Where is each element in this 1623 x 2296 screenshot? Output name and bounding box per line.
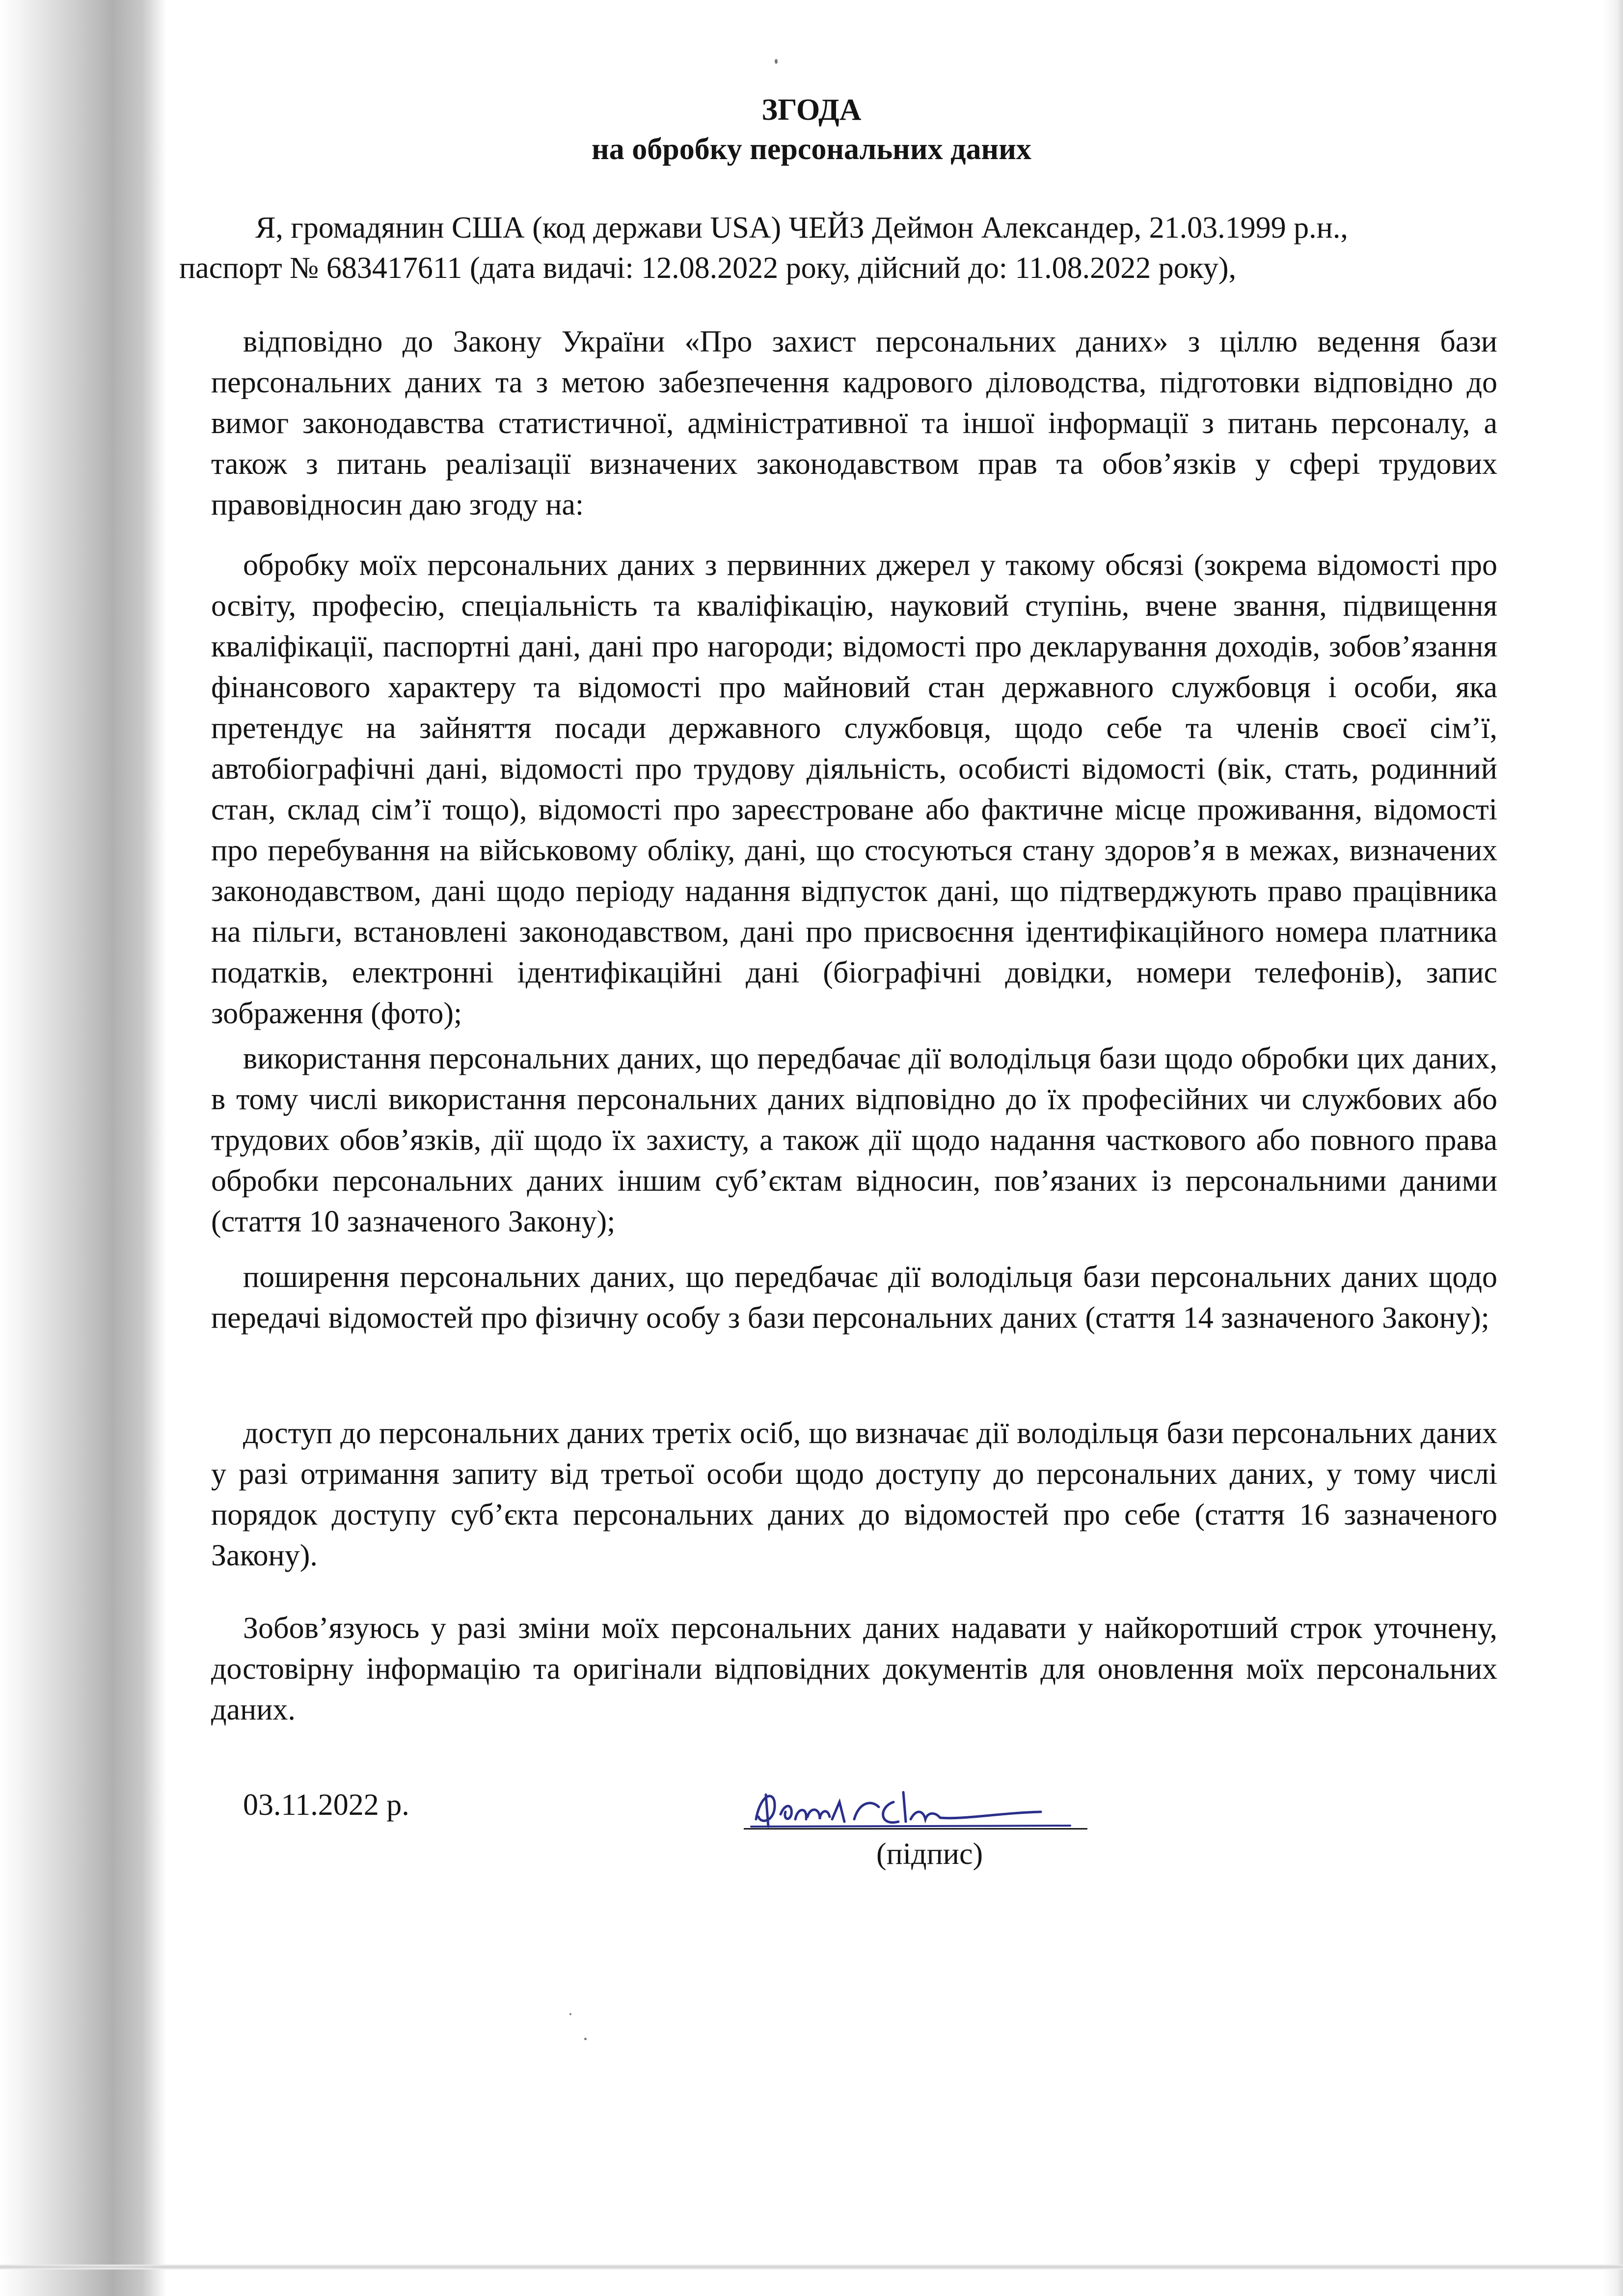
paragraph-text: Зобов’язуюсь у разі зміни моїх персональних даних надавати у найкоротший строк уточнену, достовірну інформацію та оригінали відповідних документів для оновлення моїх персональних даних.: [211, 1612, 1497, 1726]
signature-caption: (підпис): [876, 1837, 983, 1871]
consent-paragraph-access: [211, 1413, 1497, 1576]
paragraph-text: використання персональних даних, що передбачає дії володільця бази щодо обробки цих даних, в тому числі використання персональних даних відповідно до їх професійних чи службових або трудових обов’язків, дії щодо їх захисту, а також дії щодо надання часткового або повного права обробки персональних даних іншим суб’єктам відносин, пов’язаних із персональними даними (стаття 10 зазначеного Закону);: [211, 1042, 1497, 1238]
scan-edge-bottom: [0, 2265, 1623, 2269]
consent-paragraph-processing: [211, 545, 1497, 1034]
document-title: ЗГОДА: [761, 93, 862, 127]
consent-paragraph-usage: [211, 1039, 1497, 1242]
scan-edge-right: [1603, 0, 1623, 2296]
scan-speck: [584, 2038, 587, 2040]
intro-line-1: Я, громадянин США (код держави USA) ЧЕЙЗ Деймон Александер, 21.03.1999 р.н.,: [255, 211, 1348, 245]
scan-speck: [775, 59, 778, 64]
scan-speck: [569, 2013, 571, 2015]
paragraph-text: доступ до персональних даних третіх осіб, що визначає дії володільця бази персональних даних у разі отримання запиту від третьої особи щодо доступу до персональних даних, у тому числі порядок доступу суб’єкта персональних даних до відомостей про себе (стаття 16 зазначеного Закону).: [211, 1417, 1497, 1572]
document-date: 03.11.2022 р.: [243, 1788, 409, 1822]
paragraph-text: обробку моїх персональних даних з первинних джерел у такому обсязі (зокрема відомості про освіту, професію, спеціальність та кваліфікацію, науковий ступінь, вчене звання, підвищення кваліфікації, паспортні дані, дані про нагороди; відомості про декларування доходів, зобов’язання фінансового характеру та відомості про майновий стан державного службовця і особи, яка претендує на зайняття посади державного службовця, щодо себе та членів своєї сім’ї, автобіографічні дані, відомості про трудову діяльність, особисті відомості (вік, стать, родинний стан, склад сім’ї тощо), відомості про зареєстроване або фактичне місце проживання, відомості про перебування на військовому обліку, дані, що стосуються стану здоров’я в межах, визначених законодавством, дані щодо періоду надання відпусток дані, що підтверджують право працівника на пільги, встановлені законодавством, дані про присвоєння ідентифікаційного номера платника податків, електронні ідентифікаційні дані (біографічні довідки, номери телефонів), запис зображення (фото);: [211, 548, 1497, 1030]
paragraph-text: відповідно до Закону України «Про захист персональних даних» з ціллю ведення бази персональних даних та з метою забезпечення кадрового діловодства, підготовки відповідно до вимог законодавства статистичної, адміністративної та іншої інформації з питань персоналу, а також з питань реалізації визначених законодавством прав та обов’язків у сфері трудових правовідносин даю згоду на:: [211, 325, 1497, 521]
consent-paragraph-purpose: [211, 322, 1497, 525]
consent-paragraph-obligation: [211, 1608, 1497, 1730]
signature-line: [744, 1828, 1087, 1830]
document-subtitle: на обробку персональних даних: [592, 133, 1031, 166]
intro-line-2: паспорт № 683417611 (дата видачі: 12.08.2022 року, дійсний до: 11.08.2022 року),: [179, 251, 1237, 285]
paragraph-text: поширення персональних даних, що передбачає дії володільця бази персональних даних щодо передачі відомостей про фізичну особу з бази персональних даних (стаття 14 зазначеного Закону);: [211, 1260, 1497, 1335]
scan-shadow-left: [0, 0, 167, 2296]
consent-paragraph-dissemination: [211, 1257, 1497, 1339]
handwritten-signature: [746, 1773, 1085, 1836]
